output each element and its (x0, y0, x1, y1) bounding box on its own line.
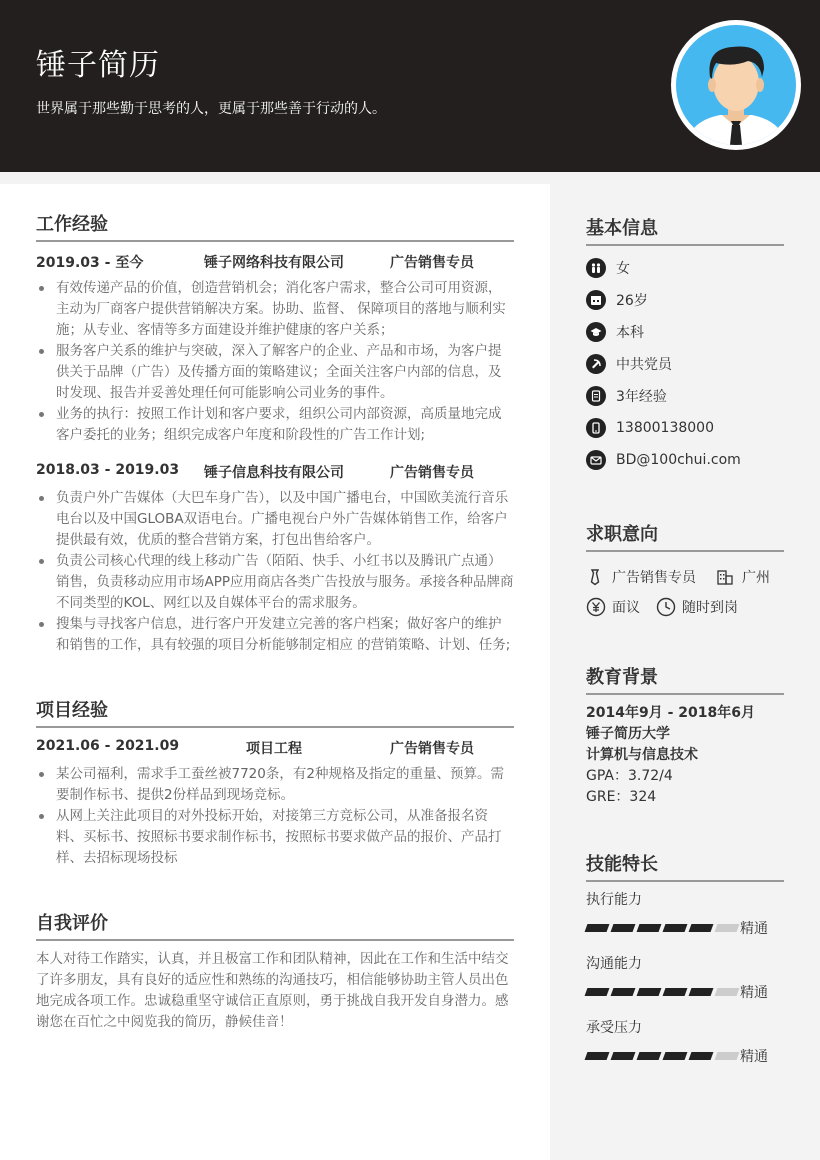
education-major: 计算机与信息技术 (586, 747, 698, 763)
job-header (36, 462, 514, 484)
info-email (586, 444, 784, 476)
job-header (36, 252, 514, 274)
skills-list (586, 888, 784, 1074)
intent-row (586, 562, 784, 592)
job-role: 广告销售专员 (390, 465, 474, 481)
intent-position-value: 广告销售专员 (612, 570, 696, 586)
intent-city-value: 广州 (742, 570, 770, 586)
info-age (586, 284, 784, 316)
skill-level-label: 精通 (740, 1049, 768, 1065)
list-item: 负责户外广告媒体（大巴车身广告），以及中国广播电台，中国欧美流行音乐电台以及中国GLOBA双语电台。广播电视台户外广告媒体销售工作，给客户提供最有效，优质的整合营销方案，打包出售给客户。 (36, 488, 514, 551)
info-phone (586, 412, 784, 444)
avatar (671, 20, 801, 150)
project-role: 广告销售专员 (390, 741, 474, 757)
skill-level-segment (637, 1052, 662, 1060)
email-icon (586, 450, 606, 470)
skill-level-segment (663, 1052, 688, 1060)
skill-level-label: 精通 (740, 921, 768, 937)
phone-icon (586, 418, 606, 438)
project-header (36, 738, 514, 760)
education-details (586, 703, 784, 808)
basic-info-title: 基本信息 (586, 214, 784, 246)
avatar-illustration-icon (676, 25, 796, 145)
skill-level-segment (611, 1052, 636, 1060)
education-period: 2014年9月 - 2018年6月 (586, 705, 755, 721)
list-item: 有效传递产品的价值，创造营销机会；消化客户需求，整合公司可用资源，主动为厂商客户提供营销解决方案。协助、监督、 保障项目的落地与顺利实施；从专业、客情等多方面建设并维护健康的客户关系； (36, 278, 514, 341)
skill-level-segment (663, 988, 688, 996)
education-title: 教育背景 (586, 663, 784, 695)
skill-name: 执行能力 (586, 892, 642, 908)
project-section-title: 项目经验 (36, 696, 514, 728)
skill-level-segment (689, 924, 714, 932)
clock-icon (656, 597, 676, 617)
project-period: 2021.06 - 2021.09 (36, 738, 180, 754)
skills-section (586, 850, 784, 1074)
skill-level-segment (715, 1052, 740, 1060)
info-gender (586, 252, 784, 284)
list-item: 业务的执行：按照工作计划和客户要求，组织公司内部资源，高质量地完成客户委托的业务；组织完成客户年度和阶段性的广告工作计划; (36, 404, 514, 446)
gender-icon (586, 258, 606, 278)
skill-level-segment (689, 988, 714, 996)
gender-value: 女 (616, 261, 630, 277)
resume-name: 锤子简历 (36, 48, 160, 83)
project-details (36, 764, 514, 869)
party-emblem-icon (586, 354, 606, 374)
main-column (36, 184, 514, 1033)
list-item: 搜集与寻找客户信息，进行客户开发建立完善的客户档案；做好客户的维护和销售的工作，具有较强的项目分析能够制定相应 的营销策略、计划、任务; (36, 614, 514, 656)
intent-salary (586, 597, 656, 617)
skill-name: 沟通能力 (586, 956, 642, 972)
top-spacer (0, 172, 550, 184)
skill-level-segment (611, 924, 636, 932)
degree-value: 本科 (616, 325, 644, 341)
project-name: 项目工程 (246, 741, 302, 757)
politics-value: 中共党员 (616, 357, 672, 373)
skill-level-bar (586, 1040, 784, 1074)
skill-level-segment (637, 924, 662, 932)
skill-level-bar (586, 976, 784, 1010)
skill-item (586, 952, 784, 1010)
document-icon (586, 386, 606, 406)
info-degree (586, 316, 784, 348)
skill-level-segment (689, 1052, 714, 1060)
job-period: 2018.03 - 2019.03 (36, 462, 180, 478)
skills-title: 技能特长 (586, 850, 784, 882)
job-duties (36, 488, 514, 656)
skill-item (586, 888, 784, 946)
skill-level-segment (637, 988, 662, 996)
skill-level-segment (715, 924, 740, 932)
list-item: 某公司福利，需求手工蚕丝被7720条，有2种规格及指定的重量、预算。需要制作标书、提供2份样品到现场竞标。 (36, 764, 514, 806)
intent-availability (656, 597, 738, 617)
self-eval-section-title: 自我评价 (36, 909, 514, 941)
tie-icon (586, 568, 604, 586)
skill-level-segment (585, 924, 610, 932)
list-item: 从网上关注此项目的对外投标开始，对接第三方竞标公司，从准备报名资料、买标书、按照标书要求制作标书，按照标书要求做产品的报价、产品打样、去招标现场投标 (36, 806, 514, 869)
job-company: 锤子网络科技有限公司 (204, 255, 344, 271)
job-intent-section (586, 520, 784, 622)
building-icon (716, 568, 734, 586)
intent-position (586, 567, 716, 587)
job-duties (36, 278, 514, 446)
phone-value: 13800138000 (616, 420, 714, 436)
intent-row (586, 592, 784, 622)
calendar-icon (586, 290, 606, 310)
skill-item (586, 1016, 784, 1074)
job-company: 锤子信息科技有限公司 (204, 465, 344, 481)
basic-info-section (586, 214, 784, 476)
intent-salary-value: 面议 (612, 600, 640, 616)
skill-level-segment (611, 988, 636, 996)
job-period: 2019.03 - 至今 (36, 255, 144, 271)
intent-availability-value: 随时到岗 (682, 600, 738, 616)
job-intent-title: 求职意向 (586, 520, 784, 552)
email-value: BD@100chui.com (616, 452, 741, 468)
yuan-icon (586, 597, 606, 617)
skill-level-label: 精通 (740, 985, 768, 1001)
self-evaluation-text: 本人对待工作踏实，认真，并且极富工作和团队精神，因此在工作和生活中结交了许多朋友，具有良好的适应性和熟练的沟通技巧，相信能够协助主管人员出色地完成各项工作。忠诚稳重坚守诚信正直原则，勇于挑战自我开发自身潜力。感谢您在百忙之中阅览我的简历，静候佳音！ (36, 951, 509, 1030)
age-value: 26岁 (616, 293, 648, 309)
experience-value: 3年经验 (616, 389, 667, 405)
skill-level-segment (715, 988, 740, 996)
list-item: 负责公司核心代理的线上移动广告（陌陌、快手、小红书以及腾讯广点通）销售，负责移动应用市场APP应用商店各类广告投放与服务。承接各种品牌商不同类型的KOL、网红以及自媒体平台的需求服务。 (36, 551, 514, 614)
info-experience (586, 380, 784, 412)
education-gre: GRE：324 (586, 789, 657, 805)
education-gpa: GPA：3.72/4 (586, 768, 673, 784)
education-section (586, 663, 784, 808)
education-school: 锤子简历大学 (586, 726, 670, 742)
skill-level-segment (585, 988, 610, 996)
job-role: 广告销售专员 (390, 255, 474, 271)
graduation-cap-icon (586, 322, 606, 342)
skill-level-segment (663, 924, 688, 932)
skill-level-segment (585, 1052, 610, 1060)
motto: 世界属于那些勤于思考的人，更属于那些善于行动的人。 (36, 101, 386, 117)
skill-level-bar (586, 912, 784, 946)
list-item: 服务客户关系的维护与突破，深入了解客户的企业、产品和市场，为客户提供关于品牌（广告）及传播方面的策略建议；全面关注客户内部的信息，及时发现、报告并妥善处理任何可能影响公司业务的事件。 (36, 341, 514, 404)
skill-name: 承受压力 (586, 1020, 642, 1036)
intent-city (716, 567, 770, 587)
info-politics (586, 348, 784, 380)
work-section-title: 工作经验 (36, 210, 514, 242)
